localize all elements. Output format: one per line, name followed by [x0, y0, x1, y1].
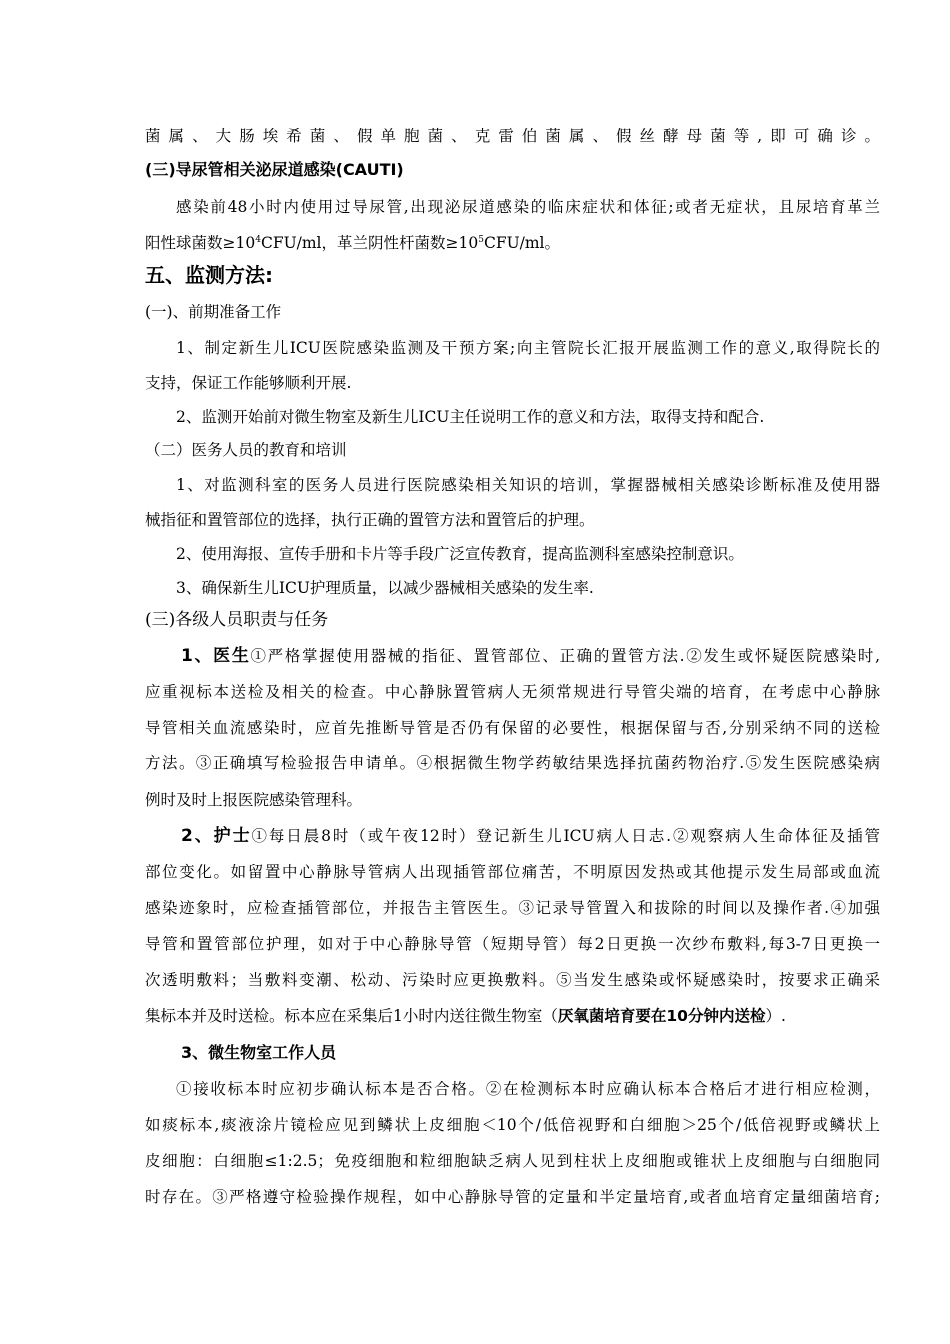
- paragraph-line: 方法。③正确填写检验报告申请单。④根据微生物学药敏结果选择抗菌药物治疗.⑤发生医院感染病: [145, 754, 880, 772]
- paragraph-line: 阳性球菌数$\ge 10^4CFU/ml$，革兰阴性杆菌数$\ge 10^5CFU/ml$。: [145, 234, 561, 252]
- role-label-doctor: 1、医生: [181, 646, 251, 666]
- paragraph-line: 如痰标本,痰液涂片镜检应见到鳞状上皮细胞＜10个/低倍视野和白细胞＞25个/低倍视野或鳞状上: [145, 1116, 880, 1134]
- paragraph-line: 部位变化。如留置中心静脉导管病人出现插管部位痛苦，不明原因发热或其他提示发生局部或血流: [145, 863, 880, 881]
- paragraph-line: ①接收标本时应初步确认标本是否合格。②在检测标本时应确认标本合格后才进行相应检测，: [176, 1080, 880, 1098]
- paragraph-line: 导管相关血流感染时，应首先推断导管是否仍有保留的必要性，根据保留与否,分别采纳不同的送检: [145, 719, 880, 737]
- paragraph-line: 3、确保新生儿ICU护理质量，以减少器械相关感染的发生率.: [176, 579, 594, 597]
- paragraph-line: 1、医生①严格掌握使用器械的指征、置管部位、正确的置管方法.②发生或怀疑医院感染时,: [181, 646, 880, 666]
- paragraph-line: 感染前48小时内使用过导尿管,出现泌尿道感染的临床症状和体征;或者无症状，且尿培育革兰: [176, 198, 880, 216]
- paragraph-line: 2、监测开始前对微生物室及新生儿ICU主任说明工作的意义和方法，取得支持和配合.: [176, 408, 765, 426]
- subsection-heading: （二）医务人员的教育和培训: [145, 441, 347, 459]
- paragraph-line: 支持，保证工作能够顺利开展.: [145, 374, 352, 392]
- paragraph-line: 1、对监测科室的医务人员进行医院感染相关知识的培训，掌握器械相关感染诊断标准及使用器: [176, 476, 880, 494]
- role-heading-microbiology: 3、微生物室工作人员: [181, 1043, 337, 1062]
- subsection-heading: (三)各级人员职责与任务: [145, 610, 329, 630]
- paragraph-line: 械指征和置管部位的选择，执行正确的置管方法和置管后的护理。: [145, 511, 595, 529]
- paragraph-line: 应重视标本送检及相关的检查。中心静脉置管病人无须常规进行导管尖端的培育，在考虑中心静脉: [145, 683, 880, 701]
- paragraph-line: 皮细胞：白细胞≤1:2.5；免疫细胞和粒细胞缺乏病人见到柱状上皮细胞或锥状上皮细胞与白细胞同: [145, 1152, 880, 1170]
- role-label-nurse: 2、护士: [181, 826, 252, 846]
- paragraph-line: 例时及时上报医院感染管理科。: [145, 791, 363, 809]
- subsection-heading: (一)、前期准备工作: [145, 303, 282, 321]
- paragraph-line: 2、使用海报、宣传手册和卡片等手段广泛宣传教育，提高监测科室感染控制意识。: [176, 545, 744, 563]
- paragraph-line: 菌属、大肠埃希菌、假单胞菌、克雷伯菌属、假丝酵母菌等,即可确诊。: [145, 127, 880, 145]
- emphasis-text: 厌氧菌培育要在10分钟内送检: [557, 1007, 766, 1025]
- paragraph-line: 时存在。③严格遵守检验操作规程，如中心静脉导管的定量和半定量培育,或者血培育定量细菌培育;: [145, 1188, 880, 1206]
- chapter-heading: 五、监测方法:: [145, 263, 273, 287]
- paragraph-line: 导管和置管部位护理，如对于中心静脉导管（短期导管）每2日更换一次纱布敷料,每3-7日更换一: [145, 935, 880, 953]
- paragraph-line: 2、护士①每日晨8时（或午夜12时）登记新生儿ICU病人日志.②观察病人生命体征及插管: [181, 826, 880, 846]
- paragraph-line: 1、制定新生儿ICU医院感染监测及干预方案;向主管院长汇报开展监测工作的意义,取得院长的: [176, 339, 880, 357]
- paragraph-line: 集标本并及时送检。标本应在采集后1小时内送往微生物室（厌氧菌培育要在10分钟内送检）.: [145, 1007, 786, 1025]
- paragraph-line: 感染迹象时，应检查插管部位，并报告主管医生。③记录导管置入和拔除的时间以及操作者.④加强: [145, 899, 880, 917]
- section-heading-cauti: (三)导尿管相关泌尿道感染(CAUTI): [145, 160, 404, 179]
- paragraph-line: 次透明敷料；当敷料变潮、松动、污染时应更换敷料。⑤当发生感染或怀疑感染时，按要求正确采: [145, 971, 880, 989]
